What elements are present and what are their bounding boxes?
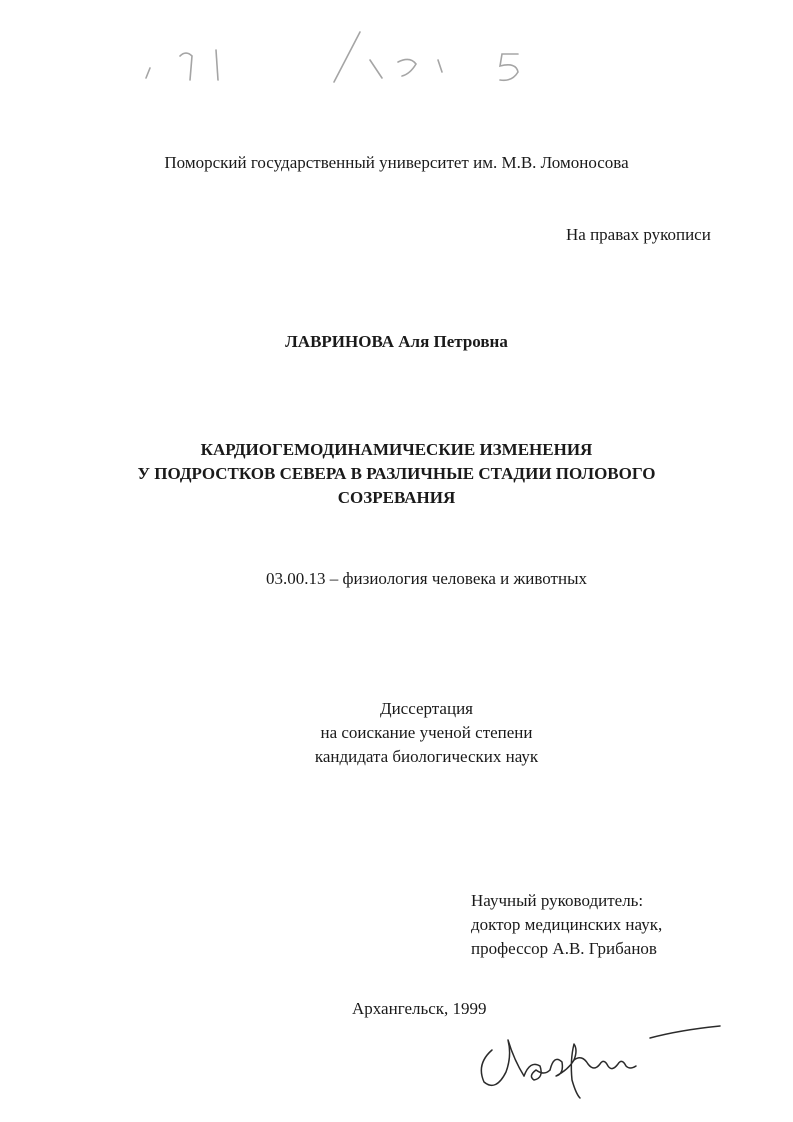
advisor-line-2: доктор медицинских наук, (471, 915, 663, 934)
title-line-3: СОЗРЕВАНИЯ (337, 488, 456, 507)
advisor-line-3: профессор А.В. Грибанов (471, 939, 657, 958)
title-line-1: КАРДИОГЕМОДИНАМИЧЕСКИЕ ИЗМЕНЕНИЯ (200, 440, 593, 459)
university-name: Поморский государственный университет им. М.В. Ломоносова (164, 153, 629, 172)
place-and-year: Архангельск, 1999 (352, 999, 487, 1018)
title-line-2: У ПОДРОСТКОВ СЕВЕРА В РАЗЛИЧНЫЕ СТАДИИ ПОЛОВОГО (137, 464, 656, 483)
author-name: ЛАВРИНОВА Аля Петровна (285, 332, 508, 351)
degree-line-1: Диссертация (379, 699, 473, 718)
advisor-line-1: Научный руководитель: (471, 891, 644, 910)
degree-line-3: кандидата биологических наук (314, 747, 539, 766)
scientific-advisor (471, 889, 662, 961)
author-signature (470, 1020, 730, 1100)
dissertation-title (60, 438, 733, 510)
pencil-marks (120, 20, 580, 100)
specialty-code: 03.00.13 – физиология человека и животных (266, 569, 587, 588)
manuscript-rights-note: На правах рукописи (566, 225, 711, 244)
degree-line-2: на соискание ученой степени (320, 723, 533, 742)
degree-statement (0, 697, 793, 769)
